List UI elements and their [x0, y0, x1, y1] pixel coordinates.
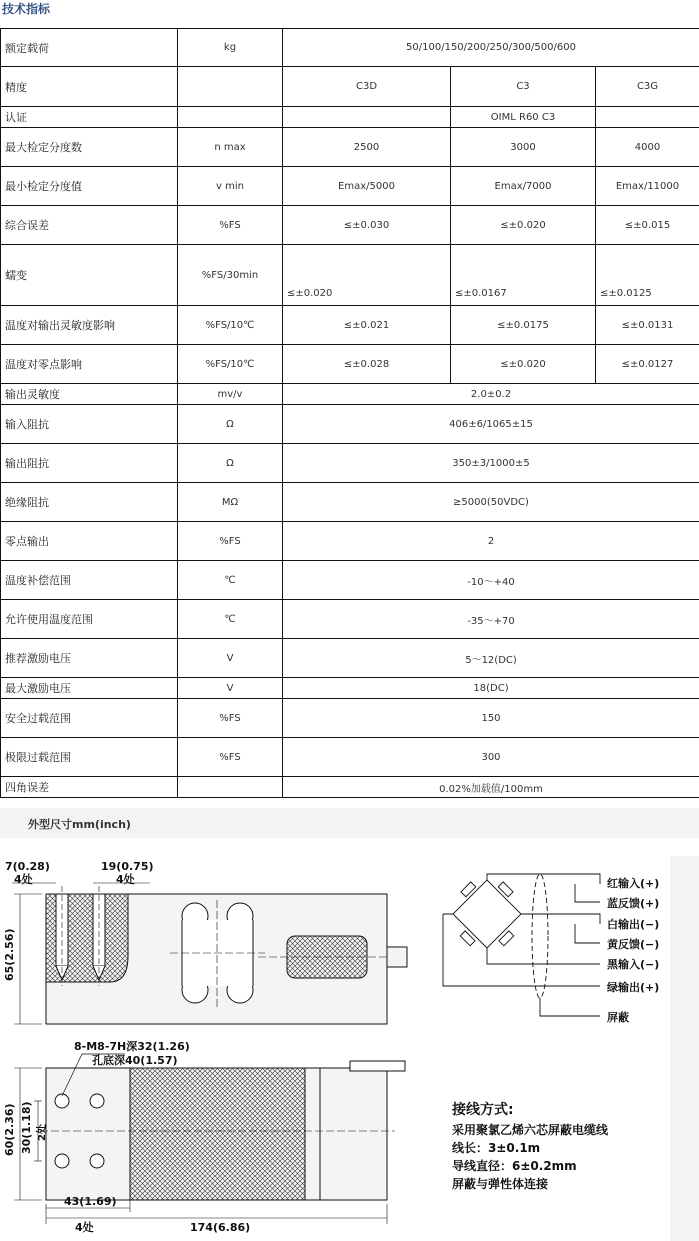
cell-blank [596, 107, 699, 128]
wiring-note: 线长：3±0.1m [452, 1141, 541, 1155]
row-unit: Ω [178, 405, 283, 444]
row-unit: %FS [178, 699, 283, 738]
thread-spec: 8-M8-7H深32(1.26) [74, 1040, 190, 1053]
table-row [1, 444, 699, 483]
cell-c3: Emax/7000 [451, 167, 596, 206]
row-unit: v min [178, 167, 283, 206]
row-value: 0.02%加载值/100mm [283, 777, 699, 798]
wiring-note: 导线直径：6±0.2mm [452, 1159, 577, 1173]
wire-label: 蓝反馈(+) [607, 897, 660, 910]
cell-c3: ≤±0.0167 [451, 245, 596, 306]
wire-label: 屏蔽 [607, 1011, 629, 1024]
row-value: 18(DC) [283, 678, 699, 699]
row-value: 50/100/150/200/250/300/500/600 [283, 29, 699, 67]
row-unit [178, 107, 283, 128]
row-unit: ℃ [178, 561, 283, 600]
table-row [1, 522, 699, 561]
row-value: -10～+40 [283, 561, 699, 600]
row-unit: %FS/30min [178, 245, 283, 306]
cell-c3: ≤±0.020 [451, 206, 596, 245]
row-label: 输入阻抗 [1, 405, 178, 444]
table-row [1, 678, 699, 699]
wire-label: 黑输入(−) [607, 958, 660, 971]
row-unit: %FS [178, 522, 283, 561]
table-row [1, 699, 699, 738]
row-unit: n max [178, 128, 283, 167]
row-label: 推荐激励电压 [1, 639, 178, 678]
table-row [1, 67, 699, 107]
cell-c3: ≤±0.0175 [451, 306, 596, 345]
wiring-title: 接线方式: [452, 1102, 514, 1118]
row-unit [178, 777, 283, 798]
row-label: 温度补偿范围 [1, 561, 178, 600]
dim-places-a: 4处 [14, 873, 33, 886]
row-unit: ℃ [178, 600, 283, 639]
dim-19: 19(0.75) [101, 860, 154, 873]
cell-c3g: C3G [596, 67, 699, 107]
table-row [1, 306, 699, 345]
row-value: 5～12(DC) [283, 639, 699, 678]
cell-blank [283, 107, 451, 128]
row-value: OIML R60 C3 [451, 107, 596, 128]
row-label: 输出阻抗 [1, 444, 178, 483]
row-unit: %FS/10℃ [178, 345, 283, 384]
row-unit: %FS [178, 206, 283, 245]
row-label: 允许使用温度范围 [1, 600, 178, 639]
row-label: 精度 [1, 67, 178, 107]
row-label: 绝缘阻抗 [1, 483, 178, 522]
wire-label: 绿输出(+) [607, 981, 660, 994]
row-label: 蠕变 [1, 245, 178, 306]
row-value: 406±6/1065±15 [283, 405, 699, 444]
row-label: 认证 [1, 107, 178, 128]
cell-c3g: ≤±0.0127 [596, 345, 699, 384]
cell-c3d: Emax/5000 [283, 167, 451, 206]
table-row [1, 600, 699, 639]
dimension-drawing [0, 856, 670, 1241]
cell-c3d: ≤±0.030 [283, 206, 451, 245]
dim-60: 60(2.36) [3, 1103, 16, 1156]
cell-c3d: C3D [283, 67, 451, 107]
row-value: ≥5000(50VDC) [283, 483, 699, 522]
cell-c3: C3 [451, 67, 596, 107]
table-row [1, 167, 699, 206]
row-label: 温度对输出灵敏度影响 [1, 306, 178, 345]
row-unit: V [178, 678, 283, 699]
row-unit: %FS/10℃ [178, 306, 283, 345]
side-strip [670, 856, 699, 1241]
cell-c3g: ≤±0.0131 [596, 306, 699, 345]
row-value: 150 [283, 699, 699, 738]
dim-places-c: 4处 [75, 1221, 94, 1234]
row-unit [178, 67, 283, 107]
cell-c3d: ≤±0.021 [283, 306, 451, 345]
wire-label: 黄反馈(−) [607, 938, 660, 951]
row-unit: kg [178, 29, 283, 67]
wire-label: 红输入(+) [607, 877, 660, 890]
cell-c3: ≤±0.020 [451, 345, 596, 384]
load-cell-side-view [12, 883, 407, 1024]
cell-c3g: 4000 [596, 128, 699, 167]
dim-places-b: 4处 [116, 873, 135, 886]
row-label: 最小检定分度值 [1, 167, 178, 206]
table-row [1, 245, 699, 306]
row-value: -35～+70 [283, 600, 699, 639]
row-value: 2.0±0.2 [283, 384, 699, 405]
row-unit: Ω [178, 444, 283, 483]
row-label: 最大激励电压 [1, 678, 178, 699]
wiring-note: 采用聚氯乙烯六芯屏蔽电缆线 [452, 1123, 609, 1137]
table-row [1, 639, 699, 678]
dim-7: 7(0.28) [5, 860, 50, 873]
cell-c3d: ≤±0.020 [283, 245, 451, 306]
spec-table [0, 28, 699, 798]
row-unit: V [178, 639, 283, 678]
table-row [1, 29, 699, 67]
table-row [1, 384, 699, 405]
row-unit: %FS [178, 738, 283, 777]
cell-c3d: 2500 [283, 128, 451, 167]
row-label: 安全过载范围 [1, 699, 178, 738]
row-label: 最大检定分度数 [1, 128, 178, 167]
cell-c3g: ≤±0.0125 [596, 245, 699, 306]
row-unit: MΩ [178, 483, 283, 522]
cell-c3g: Emax/11000 [596, 167, 699, 206]
row-label: 极限过载范围 [1, 738, 178, 777]
dim-174: 174(6.86) [190, 1221, 251, 1234]
hole-depth: 孔底深40(1.57) [92, 1054, 178, 1067]
table-row [1, 738, 699, 777]
row-value: 350±3/1000±5 [283, 444, 699, 483]
outline-title: 外型尺寸mm(inch) [28, 818, 131, 831]
dim-places-2: 2处 [37, 1124, 48, 1141]
row-label: 四角误差 [1, 777, 178, 798]
table-row [1, 405, 699, 444]
page-title: 技术指标 [2, 2, 51, 16]
row-unit: mv/v [178, 384, 283, 405]
outline-section-header [0, 808, 699, 838]
row-value: 2 [283, 522, 699, 561]
row-label: 温度对零点影响 [1, 345, 178, 384]
dim-43: 43(1.69) [64, 1195, 117, 1208]
cell-c3d: ≤±0.028 [283, 345, 451, 384]
table-row [1, 345, 699, 384]
wire-label: 白输出(−) [607, 918, 660, 931]
table-row [1, 107, 699, 128]
row-label: 零点输出 [1, 522, 178, 561]
row-label: 额定载荷 [1, 29, 178, 67]
table-row [1, 206, 699, 245]
cell-c3g: ≤±0.015 [596, 206, 699, 245]
table-row [1, 561, 699, 600]
dim-30: 30(1.18) [20, 1101, 33, 1154]
table-row [1, 128, 699, 167]
wiring-note: 屏蔽与弹性体连接 [452, 1177, 549, 1191]
table-row [1, 777, 699, 798]
cell-c3: 3000 [451, 128, 596, 167]
dim-65: 65(2.56) [3, 928, 16, 981]
wiring-diagram [443, 874, 600, 1016]
row-label: 输出灵敏度 [1, 384, 178, 405]
row-label: 综合误差 [1, 206, 178, 245]
table-row [1, 483, 699, 522]
row-value: 300 [283, 738, 699, 777]
